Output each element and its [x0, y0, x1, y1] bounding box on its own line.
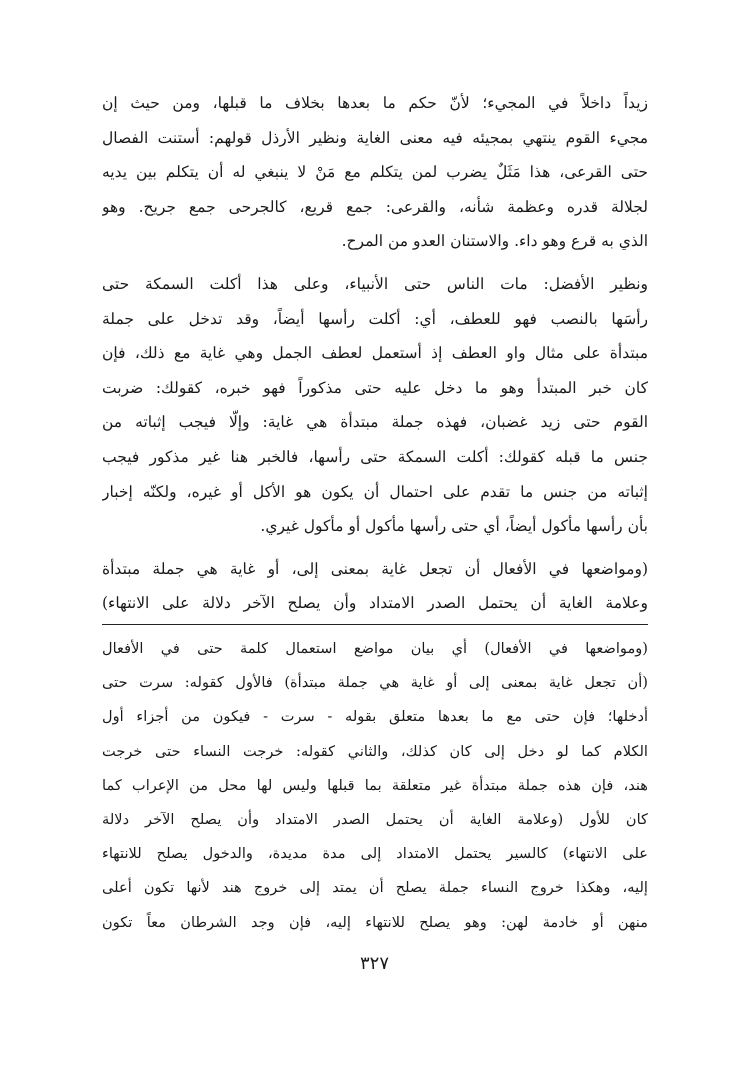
commentary-line: (أن تجعل غاية بمعنى إلى أو غاية هي جملة مبتدأة) فالأول كقوله: سرت حتى [102, 674, 648, 692]
commentary-line: (ومواضعها في الأفعال) أي بيان مواضع استعمال كلمة حتى في الأفعال [102, 640, 648, 657]
text-line: الذي به قرع وهو داء. والاستنان العدو من المرح. [341, 232, 648, 251]
text-line: ونظير الأفضل: مات الناس حتى الأنبياء، وعلى هذا أكلت السمكة حتى [102, 274, 648, 293]
text-line: (ومواضعها في الأفعال أن تجعل غاية بمعنى إلى، أو غاية هي جملة مبتدأة [102, 559, 648, 578]
text-line: رأسَها بالنصب فهو للعطف، أي: أكلت رأسها أيضاً، وقد تدخل على جملة [102, 309, 648, 328]
commentary-line: الكلام كما لو دخل إلى كان كذلك، والثاني كقوله: خرجت النساء حتى خرجت [102, 742, 648, 760]
commentary-line: هند، فإن هذه جملة مبتدأة غير متعلقة بما قبلها وليس لها محل من الإعراب كما [102, 776, 648, 794]
commentary-text [102, 632, 648, 940]
paragraph-3 [102, 552, 648, 621]
text-line: بأن رأسها مأكول أيضاً، أي حتى رأسها مأكول أو مأكول غيري. [260, 517, 648, 536]
text-line: كان خبر المبتدأ وهو ما دخل عليه حتى مذكوراً فهو خبره، كقولك: ضربت [102, 378, 648, 397]
text-line: وعلامة الغاية أن يحتمل الصدر الامتداد وأن يصلح الآخر دلالة على الانتهاء) [102, 594, 648, 613]
text-line: لجلالة قدره وعظمة شأنه، والقرعى: جمع قريع، كالجرحى جمع جريح. وهو [102, 197, 648, 216]
text-line: جنس ما قبله كقولك: أكلت السمكة حتى رأسها، فالخبر هنا غير مذكور فيجب [102, 447, 648, 466]
paragraph-1 [102, 86, 648, 259]
paragraph-2 [102, 267, 648, 544]
commentary-line: كان للأول (وعلامة الغاية أن يحتمل الصدر الامتداد وأن يصلح الآخر دلالة [102, 810, 648, 828]
text-line: مبتدأة على مثال واو العطف إذ أستعمل لعطف الجمل وهي غاية مع ذلك، فإن [102, 344, 648, 363]
text-line: حتى القرعى، هذا مَثَلٌ يضرب لمن يتكلم مع مَنْ لا ينبغي له أن يتكلم بين يديه [102, 163, 648, 182]
footnote-divider [102, 624, 648, 625]
text-line: القوم حتى زيد غضبان، فهذه جملة مبتدأة هي غاية: وإلّا فيجب إثباته من [102, 413, 648, 432]
text-line: مجيء القوم ينتهي بمجيئه فيه معنى الغاية ونظير الأرذل قولهم: أستنت الفصال [102, 128, 648, 147]
commentary-line: منهن أو خادمة لهن: وهو يصلح للانتهاء إليه، فإن وجد الشرطان معاً تكون [102, 913, 648, 931]
commentary-line: أدخلها؛ فإن حتى مع ما بعدها متعلق بقوله - سرت - فيكون من أجزاء أول [102, 708, 648, 726]
text-line: إثباته من جنس ما تقدم على احتمال أن يكون هو الأكل أو غيره، ولكنّه إخبار [102, 482, 648, 501]
commentary-line: على الانتهاء) كالسير يحتمل الامتداد إلى مدة مديدة، والدخول يصلح للانتهاء [102, 845, 648, 863]
page-number: ٣٢٧ [359, 953, 389, 974]
text-line: زيداً داخلاً في المجيء؛ لأنّ حكم ما بعدها بخلاف ما قبلها، ومن حيث إن [102, 94, 648, 112]
main-text [102, 86, 648, 621]
commentary-line: إليه، وهكذا خروج النساء جملة يصلح أن يمتد إلى خروج هند لأنها تكون أعلى [102, 879, 648, 897]
